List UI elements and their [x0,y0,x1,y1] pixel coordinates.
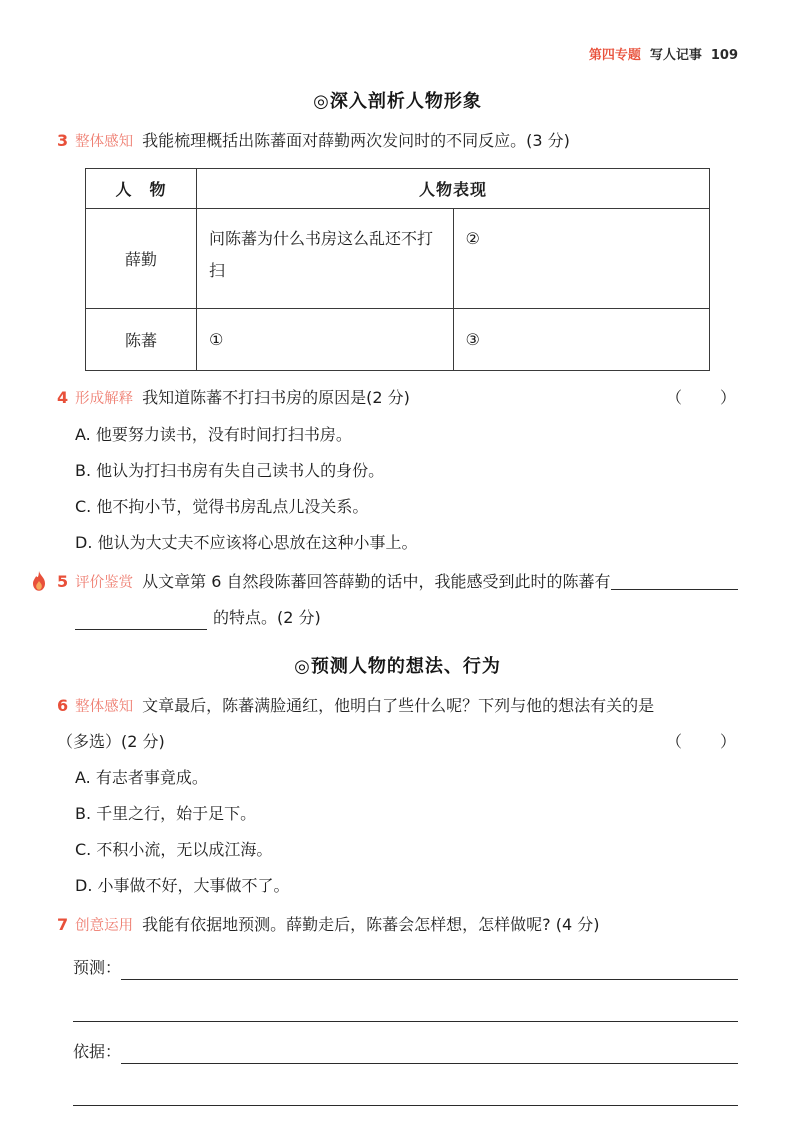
question-3-number: 3 [57,131,69,150]
question-7 [57,913,738,938]
q7-basis-line [73,1022,738,1064]
q3-row1-performance-1: 问陈蕃为什么书房这么乱还不打扫 [197,209,454,309]
q4-option-a: A. 他要努力读书，没有时间打扫书房。 [75,425,352,444]
question-7-number: 7 [57,915,69,934]
q3-table-row-chenfan [86,309,710,371]
q6-option-d: D. 小事做不好，大事做不了。 [75,876,290,895]
q4-answer-bracket: （ ） [665,388,738,407]
question-3 [57,129,738,154]
page-number: 109 [710,48,738,63]
q3-row2-person: 陈蕃 [86,309,197,371]
question-4 [57,386,738,411]
q7-predict-line [73,938,738,980]
question-6-line2 [57,730,738,754]
q5-blank-1 [611,570,739,590]
question-6 [57,694,738,719]
q3-row2-performance-1: ① [197,309,454,371]
q7-basis-blank-2 [73,1086,738,1106]
q4-option-d: D. 他认为大丈夫不应该将心思放在这种小事上。 [75,533,418,552]
question-4-text: 我知道陈蕃不打扫书房的原因是(2 分) [142,388,410,407]
question-5-text: 从文章第 6 自然段陈蕃回答薛勤的话中，我能感受到此时的陈蕃有 [142,572,611,591]
q4-options [75,423,738,555]
q7-basis-label: 依据： [73,1042,122,1061]
section-title-predict: ◎预测人物的想法、行为 [294,656,501,677]
q6-options [75,766,738,898]
q6-option-b: B. 千里之行，始于足下。 [75,804,257,823]
q3-table-header-person: 人 物 [86,169,197,209]
question-3-tag: 整体感知 [75,134,134,150]
question-3-text: 我能梳理概括出陈蕃面对薛勤两次发问时的不同反应。(3 分) [142,131,570,150]
section-title-analyze: ◎深入剖析人物形象 [313,91,482,112]
q7-predict-label: 预测： [73,958,122,977]
q3-table [85,168,710,371]
q3-row1-performance-2: ② [453,209,710,309]
q3-row1-person: 薛勤 [86,209,197,309]
flame-icon [30,571,48,593]
q3-table-row-xueqin [86,209,710,309]
q7-predict-blank-2 [73,1002,738,1022]
page-header [57,44,738,63]
q5-blank-2 [75,610,207,630]
q3-table-header-row [86,169,710,209]
q7-predict-blank-1 [121,960,738,980]
question-5-number: 5 [57,572,69,591]
question-6-number: 6 [57,696,69,715]
q6-option-c: C. 不积小流，无以成江海。 [75,840,273,859]
q7-basis-line-2 [73,1064,738,1106]
question-4-tag: 形成解释 [75,391,134,407]
q7-predict-line-2 [73,980,738,1022]
q7-basis-blank-1 [121,1044,738,1064]
q3-row2-performance-2: ③ [453,309,710,371]
q6-option-a: A. 有志者事竟成。 [75,768,208,787]
question-6-tag: 整体感知 [75,699,134,715]
question-5-text-after: 的特点。(2 分) [213,608,321,627]
question-5-tag: 评价鉴赏 [75,575,134,591]
question-6-text-line2: （多选）(2 分) [57,732,165,751]
unit-label: 第四专题 [588,48,641,63]
question-4-number: 4 [57,388,69,407]
question-7-tag: 创意运用 [75,918,134,934]
question-7-text: 我能有依据地预测。薛勤走后，陈蕃会怎样想，怎样做呢? (4 分) [142,915,600,934]
q3-table-header-performance: 人物表现 [197,169,710,209]
q6-answer-bracket: （ ） [665,732,738,751]
question-6-text-line1: 文章最后，陈蕃满脸通红，他明白了些什么呢？下列与他的想法有关的是 [142,696,655,715]
q4-option-c: C. 他不拘小节，觉得书房乱点儿没关系。 [75,497,369,516]
q4-option-b: B. 他认为打扫书房有失自己读书人的身份。 [75,461,385,480]
section-label: 写人记事 [649,48,702,63]
question-5-line2 [75,606,738,630]
question-5 [57,570,738,595]
